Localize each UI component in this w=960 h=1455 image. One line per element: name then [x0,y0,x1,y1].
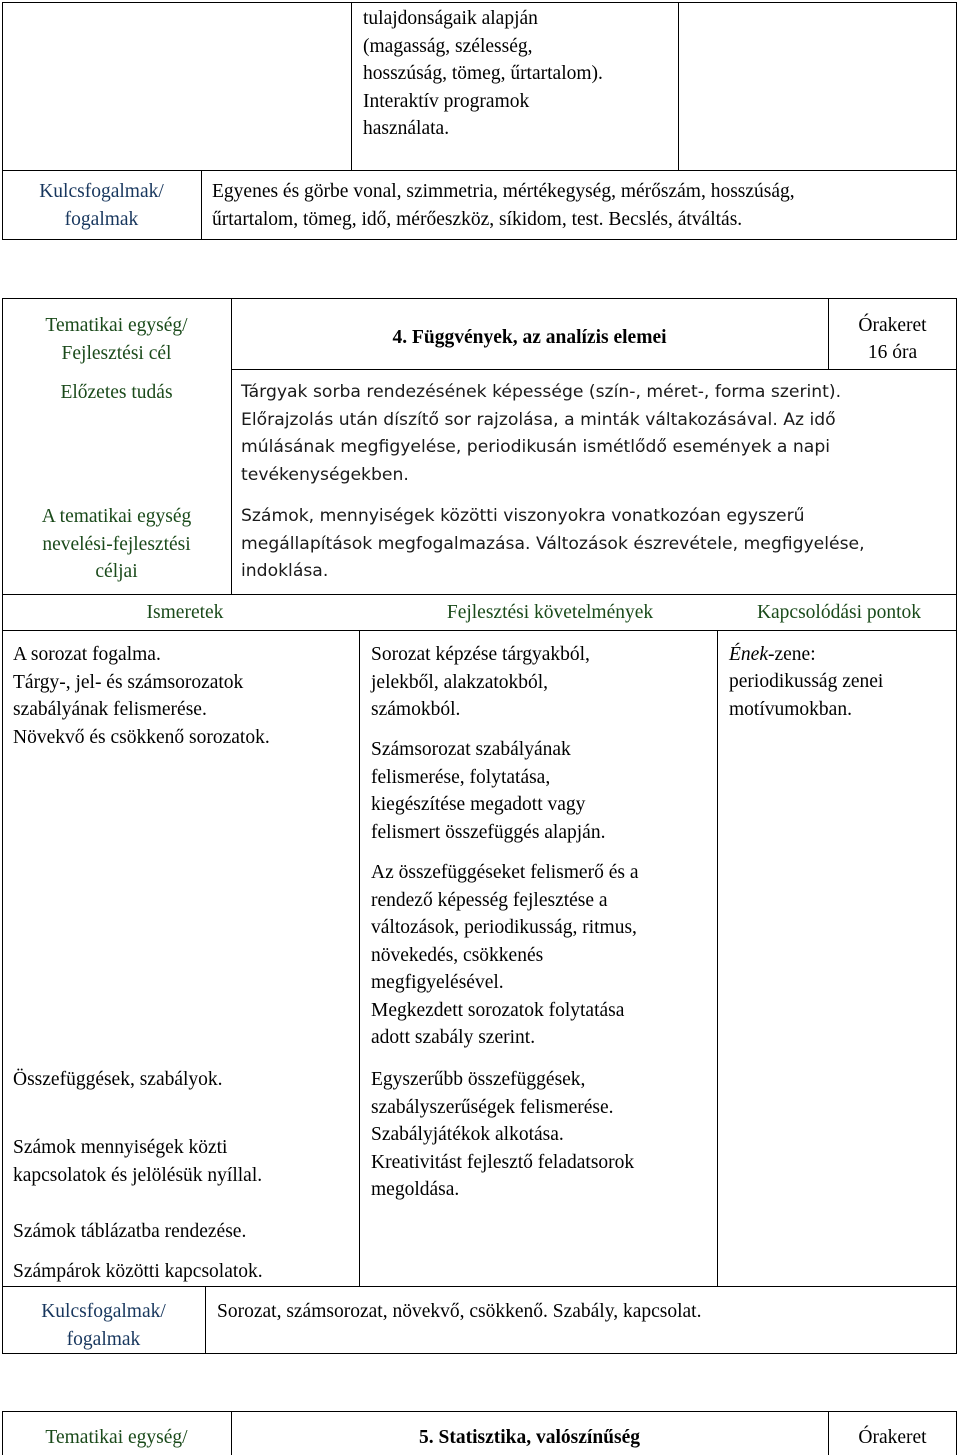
knowledge-item: Számok mennyiségek közti kapcsolatok és jelölésük nyíllal. [13,1137,263,1186]
link-text: periodikusság zenei motívumokban. [729,671,884,720]
key-concepts-label: Kulcsfogalmak/ fogalmak [39,181,164,230]
key-concepts-label: Kulcsfogalmak/ fogalmak [41,1301,166,1350]
unit5-header-label: Tematikai egység/ [45,1427,188,1448]
border [2,594,957,595]
prior-knowledge-label: Előzetes tudás [60,382,173,403]
border [2,298,957,299]
link-subject-italic: Ének [729,644,768,665]
border [956,298,957,1354]
border [201,170,202,240]
prior-knowledge-text: Tárgyak sorba rendezésének képessége (szín-, méret-, forma szerint). Előrajzolás után díszítő sor rajzolása, a minták váltakozásával. Az idő múlásának megfigyelése, periodikusán ismétlődő események a napi tevékenységekben. [241,382,842,485]
knowledge-item: Számok táblázatba rendezése. [13,1221,247,1242]
border [2,170,957,171]
border [956,2,957,240]
border [231,369,957,370]
unit4-title: 4. Függvények, az analízis elemei [392,327,667,348]
border [2,239,957,240]
col-header-requirements: Fejlesztési követelmények [446,602,654,623]
hours-value: 16 óra [867,342,918,363]
knowledge-item: A sorozat fogalma. Tárgy-, jel- és számsorozatok szabályának felismerése. Növekvő és csökkenő sorozatok. [13,644,270,748]
unit4-header-label: Tematikai egység/ Fejlesztési cél [45,315,188,364]
hours-label: Órakeret [858,315,927,336]
link-subject-rest: -zene: [767,644,816,665]
border [2,298,3,1354]
unit5-title: 5. Statisztika, valószínűség [418,1427,640,1448]
link-subject [729,641,954,669]
border [2,1411,957,1412]
border [359,630,360,1286]
border [2,2,957,3]
hours-label: Órakeret [858,1427,927,1448]
border [956,1411,957,1455]
border [2,1286,957,1287]
border [205,1286,206,1354]
requirement-item: Az összefüggéseket felismerő és a rendező képesség fejlesztése a változások, periodikusság, ritmus, növekedés, csökkenés megfigyelésével. Megkezdett sorozatok folytatása adott szabály szerint. [371,862,639,1048]
key-concepts-text: Egyenes és görbe vonal, szimmetria, mértékegység, mérőszám, hosszúság, űrtartalom, tömeg, idő, mérőeszköz, síkidom, test. Becslés, átváltás. [212,181,795,230]
requirement-item: Sorozat képzése tárgyakból, jelekből, alakzatokból, számokból. [371,644,590,720]
border [678,2,679,170]
carry-over-text: tulajdonságaik alapján (magasság, szélesség, hosszúság, tömeg, űrtartalom). Interaktív programok használata. [363,8,603,139]
border [351,2,352,170]
goals-label: A tematikai egység nevelési-fejlesztési céljai [41,506,192,582]
goals-text: Számok, mennyiségek közötti viszonyokra vonatkozóan egyszerű megállapítások megfogalmazása. Változások észrevétele, megfigyelése, indoklása. [241,506,865,581]
col-header-knowledge: Ismeretek [146,602,224,623]
requirement-item: Számsorozat szabályának felismerése, folytatása, kiegészítése megadott vagy felismert összefüggés alapján. [371,739,606,843]
border [2,630,957,631]
border [2,1353,957,1354]
col-header-links: Kapcsolódási pontok [756,602,922,623]
requirement-item: Egyszerűbb összefüggések, szabályszerűségek felismerése. Szabályjátékok alkotása. Kreativitást fejlesztő feladatsorok megoldása. [371,1069,635,1200]
knowledge-item: Összefüggések, szabályok. [13,1069,223,1090]
border [717,630,718,1286]
key-concepts-text: Sorozat, számsorozat, növekvő, csökkenő. Szabály, kapcsolat. [217,1301,702,1322]
knowledge-item: Számpárok közötti kapcsolatok. [13,1261,263,1282]
